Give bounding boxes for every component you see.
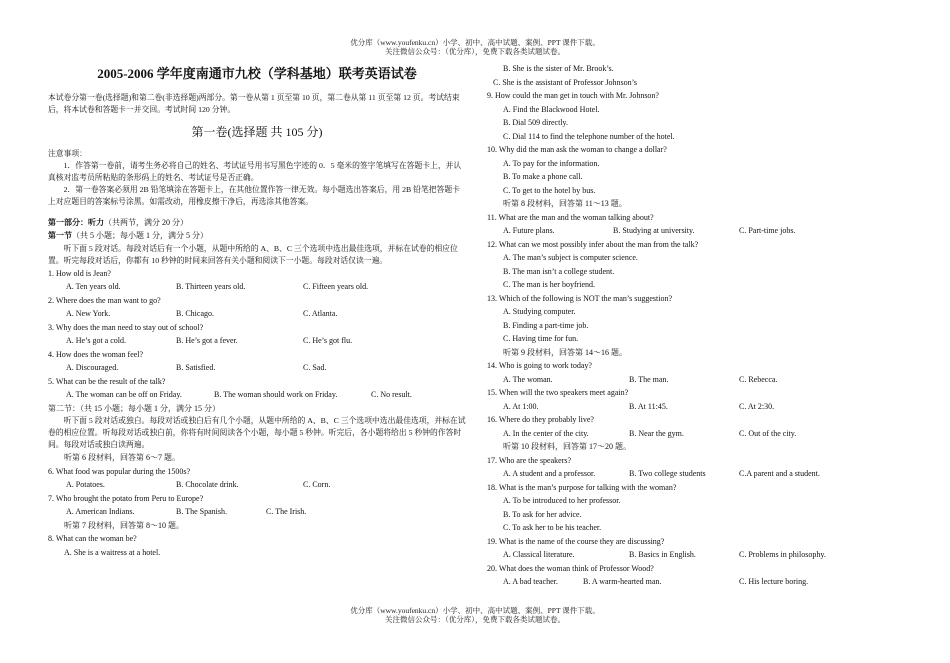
question-6-options [48, 478, 466, 492]
question-16-options [487, 427, 907, 441]
question-8: 8. What can the woman be? [48, 534, 137, 543]
option-b: B. Thirteen years old. [176, 282, 246, 291]
section-two-heading: 第二节：（共 15 小题；每小题 1 分，满分 15 分） [48, 403, 220, 413]
note-2: 2．第一卷答案必须用 2B 铅笔填涂在答题卡上，在其他位置作答一律无效。每小题选出答案后，用 2B 铅笔把答题卡上对应题目的答案标号涂黑。如需改动，用橡皮擦干净后，再选涂其他答案。 [48, 184, 460, 206]
question-15: 15. When will the two speakers meet again? [487, 388, 629, 397]
header-line-1: 优分库（www.youfenku.cn）小学、初中、高中试题、案例、PPT 课件下载。 [350, 38, 600, 47]
question-10-option-c: C. To get to the hotel by bus. [503, 185, 596, 195]
option-a: A. New York. [66, 309, 111, 318]
option-a: A. The woman can be off on Friday. [66, 390, 182, 399]
question-2-options [48, 307, 466, 321]
option-b: B. He’s got a fever. [176, 336, 238, 345]
question-7: 7. Who brought the potato from Peru to Europe? [48, 493, 204, 503]
question-11: 11. What are the man and the woman talking about? [487, 212, 654, 222]
question-20-options [487, 575, 907, 589]
option-a: A. Potatoes. [66, 480, 105, 489]
page-footer [0, 606, 950, 624]
option-b: B. A warm-hearted man. [583, 577, 662, 586]
exam-title: 2005-2006 学年度南通市九校（学科基地）联考英语试卷 [97, 66, 417, 81]
listening-material-8: 听第 8 段材料，回答第 11～13 题。 [503, 199, 627, 208]
question-6: 6. What food was popular during the 1500s? [48, 466, 191, 476]
question-12-option-c: C. The man is her boyfriend. [503, 280, 596, 289]
part-one-title: 第一部分：听力 [48, 217, 104, 227]
option-b: B. Chocolate drink. [176, 480, 239, 489]
question-9-option-b: B. Dial 509 directly. [503, 118, 569, 127]
question-18-option-c: C. To ask her to be his teacher. [503, 523, 602, 532]
option-a: A. A student and a professor. [503, 469, 596, 478]
option-a: A. A bad teacher. [503, 577, 558, 586]
option-c: C. Corn. [303, 480, 331, 489]
option-c: C. No result. [371, 390, 412, 399]
option-c: C. Out of the city. [739, 428, 797, 438]
question-4: 4. How does the woman feel? [48, 349, 144, 359]
listening-material-6: 听第 6 段材料，回答第 6～7 题。 [64, 453, 180, 462]
question-16: 16. Where do they probably live? [487, 415, 594, 424]
question-2: 2. Where does the man want to go? [48, 295, 161, 305]
question-18-option-a: A. To be introduced to her professor. [503, 496, 621, 505]
section-one-instructions: 听下面 5 段对话。每段对话后有一个小题，从题中所给的 A、B、C 三个选项中选出最佳选项，并标在试卷的相应位置。听完每段对话后，你都有 10 秒钟的时间来回答有关小题和阅读下一小题。每段对话仅读一遍。 [48, 243, 458, 265]
question-1: 1. How old is Jean? [48, 268, 111, 278]
option-a: A. Ten years old. [66, 282, 121, 291]
option-c: C. He’s got flu. [303, 336, 353, 345]
question-8-option-b: B. She is the sister of Mr. Brook’s. [503, 64, 614, 73]
option-c: C.A parent and a student. [739, 469, 820, 478]
question-3-options [48, 334, 466, 348]
question-7-options [48, 505, 466, 519]
question-10: 10. Why did the man ask the woman to change a dollar? [487, 145, 667, 154]
notes-heading: 注意事项： [48, 148, 87, 158]
question-12-option-b: B. The man isn’t a college student. [503, 266, 615, 276]
question-13-option-a: A. Studying computer. [503, 307, 576, 316]
option-c: C. The Irish. [266, 507, 307, 516]
section-two-instructions: 听下面 5 段对话或独白。每段对话或独白后有几个小题，从题中所给的 A、B、C 三个选项中选出最佳选项，并标在试卷的相应位置。听每段对话或独白前，你将有时间阅读各个小题，每小题 5 秒钟。听完后，各小题将给出 5 秒钟的作答时间。每段对话或独白读两遍。 [48, 416, 466, 449]
question-9: 9. How could the man get in touch with Mr. Johnson? [487, 91, 659, 100]
option-c: C. Part-time jobs. [739, 226, 796, 235]
question-13-option-c: C. Having time for fun. [503, 334, 579, 343]
option-a: A. Future plans. [503, 226, 555, 235]
page-header [0, 38, 950, 56]
part-one-heading [48, 216, 466, 230]
option-c: C. Fifteen years old. [303, 282, 369, 291]
question-5: 5. What can be the result of the talk? [48, 376, 166, 386]
question-4-options [48, 361, 466, 375]
option-a: A. At 1:00. [503, 401, 539, 411]
question-17-options [487, 467, 907, 481]
footer-line-1: 优分库（www.youfenku.cn）小学、初中、高中试题、案例、PPT 课件下载。 [350, 606, 600, 615]
question-1-options [48, 280, 466, 294]
volume-one-title: 第一卷(选择题 共 105 分) [191, 125, 323, 139]
option-b: B. Studying at university. [613, 226, 695, 235]
option-b: B. Basics in English. [629, 550, 696, 559]
option-c: C. At 2:30. [739, 401, 775, 411]
option-b: B. At 11:45. [629, 401, 668, 411]
question-15-options [487, 400, 907, 414]
option-a: A. He’s got a cold. [66, 336, 126, 345]
question-9-option-a: A. Find the Blackwood Hotel. [503, 104, 600, 114]
option-b: B. The woman should work on Friday. [214, 390, 338, 399]
question-18-option-b: B. To ask for her advice. [503, 509, 582, 519]
note-1: 1．作答第一卷前，请考生务必将自己的姓名、考试证号用书写黑色字迹的 0．5 毫米的签字笔填写在答题卡上，并认真核对监考员所粘贴的条形码上的姓名、考试证号是否正确。 [48, 160, 462, 182]
option-b: B. Near the gym. [629, 428, 684, 438]
part-one-note: （共两节，满分 20 分） [104, 217, 188, 227]
question-5-options [48, 388, 466, 402]
option-a: A. In the center of the city. [503, 428, 589, 438]
exam-intro: 本试卷分第一卷(选择题)和第二卷(非选择题)两部分。第一卷从第 1 页至第 10 页，第二卷从第 11 页至第 12 页。考试结束后，将本试卷和答题卡一并交回。考试时间 120 分钟。 [48, 93, 460, 114]
option-a: A. The woman. [503, 374, 553, 384]
question-3: 3. Why does the man need to stay out of school? [48, 322, 204, 332]
footer-line-2: 关注微信公众号：（优分库），免费下载各类试题试卷。 [385, 615, 565, 624]
left-column [48, 60, 466, 559]
question-12-option-a: A. The man’s subject is computer science. [503, 253, 638, 262]
question-12: 12. What can we most possibly infer about the man from the talk? [487, 239, 699, 249]
option-b: B. Chicago. [176, 309, 214, 318]
option-a: A. Classical literature. [503, 550, 575, 559]
question-9-option-c: C. Dial 114 to find the telephone number of the hotel. [503, 131, 675, 141]
question-18: 18. What is the man’s purpose for talking with the woman? [487, 482, 677, 492]
listening-material-10: 听第 10 段材料，回答第 17～20 题。 [503, 442, 631, 451]
question-17: 17. Who are the speakers? [487, 455, 572, 465]
question-8-option-a: A. She is a waitress at a hotel. [64, 547, 161, 557]
option-b: B. Satisfied. [176, 363, 216, 372]
option-c: C. Sad. [303, 363, 327, 372]
question-11-options [487, 224, 907, 238]
question-8-option-c: C. She is the assistant of Professor Johnson’s [493, 77, 637, 87]
question-19: 19. What is the name of the course they are discussing? [487, 536, 665, 546]
section-one-heading [48, 229, 466, 243]
question-14-options [487, 373, 907, 387]
question-20: 20. What does the woman think of Professor Wood? [487, 563, 654, 573]
question-10-option-b: B. To make a phone call. [503, 172, 583, 181]
option-c: C. Problems in philosophy. [739, 550, 826, 559]
option-c: C. His lecture boring. [739, 577, 809, 586]
option-c: C. Atlanta. [303, 309, 338, 318]
option-b: B. Two college students [629, 469, 706, 478]
question-14: 14. Who is going to work today? [487, 361, 592, 370]
listening-material-9: 听第 9 段材料，回答第 14～16 题。 [503, 347, 627, 357]
question-19-options [487, 548, 907, 562]
option-b: B. The Spanish. [176, 507, 227, 516]
question-13: 13. Which of the following is NOT the man’s suggestion? [487, 293, 673, 303]
right-column [487, 62, 907, 589]
question-10-option-a: A. To pay for the information. [503, 158, 600, 168]
option-a: A. American Indians. [66, 507, 135, 516]
option-a: A. Discouraged. [66, 363, 119, 372]
question-13-option-b: B. Finding a part-time job. [503, 320, 589, 330]
header-line-2: 关注微信公众号：（优分库），免费下载各类试题试卷。 [385, 47, 565, 56]
option-b: B. The man. [629, 374, 669, 384]
listening-material-7: 听第 7 段材料，回答第 8～10 题。 [64, 520, 184, 530]
section-one-title: 第一节 [48, 231, 72, 240]
option-c: C. Rebecca. [739, 374, 778, 384]
section-one-note: （共 5 小题；每小题 1 分，满分 5 分） [72, 231, 208, 240]
